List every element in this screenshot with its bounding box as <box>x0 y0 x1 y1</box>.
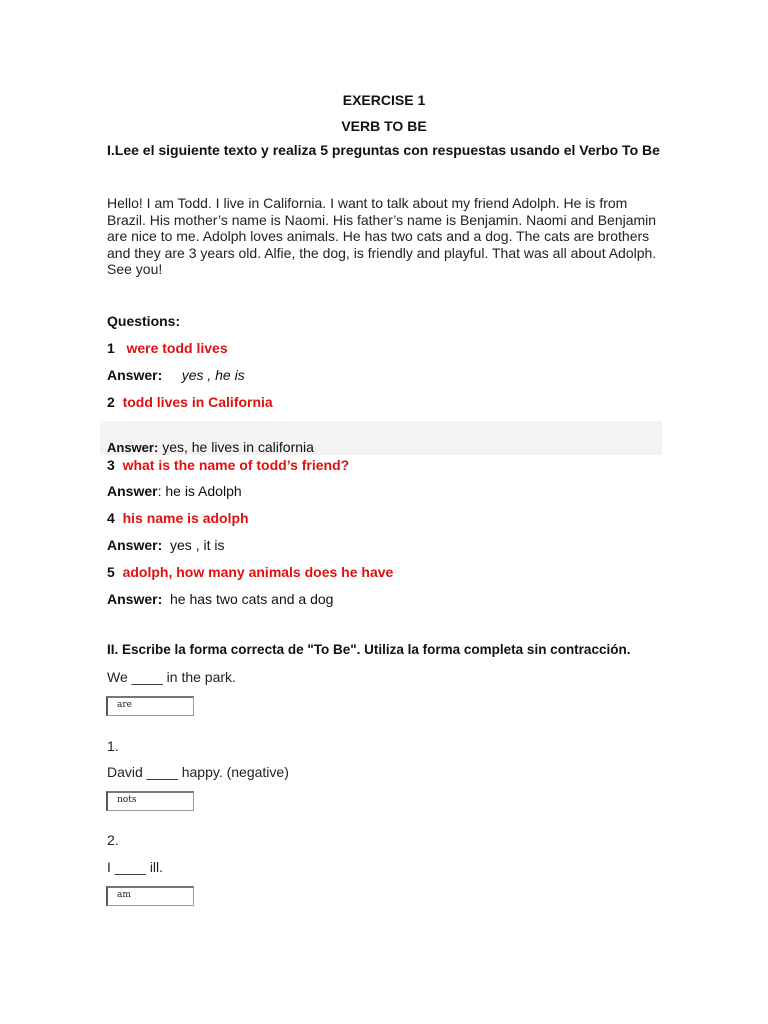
question-number: 4 <box>107 510 115 526</box>
question-text: adolph, how many animals does he have <box>122 564 394 580</box>
answer-label: Answer: <box>107 537 163 553</box>
answer-text: yes , it is <box>170 537 225 553</box>
question-number: 2 <box>107 394 115 410</box>
example-answer-input[interactable]: are <box>106 696 194 716</box>
answer-2 <box>107 439 314 455</box>
answer-text: yes, he lives in california <box>162 439 314 455</box>
item-sentence: David ____ happy. (negative) <box>107 764 289 780</box>
question-1 <box>107 340 228 356</box>
answer-3 <box>107 483 242 499</box>
exercise-subtitle: VERB TO BE <box>341 118 427 134</box>
answer-4 <box>107 537 224 553</box>
answer-label: Answer: <box>107 591 163 607</box>
section2-instruction: II. Escribe la forma correcta de "To Be". Utiliza la forma completa sin contracción. <box>107 642 631 657</box>
item-sentence: I ____ ill. <box>107 859 164 875</box>
answer-text: yes , he is <box>181 367 245 383</box>
question-4 <box>107 510 249 526</box>
questions-heading: Questions: <box>107 313 181 329</box>
question-text: todd lives in California <box>122 394 273 410</box>
question-text: what is the name of todd’s friend? <box>122 457 350 473</box>
answer-5 <box>107 591 333 607</box>
item-2-answer-input[interactable]: am <box>106 886 194 906</box>
item-number: 1. <box>107 738 119 754</box>
question-number: 3 <box>107 457 115 473</box>
answer-label: Answer: <box>107 367 163 383</box>
question-number: 1 <box>107 340 115 356</box>
item-1-answer-input[interactable]: nots <box>106 791 194 811</box>
answer-label: Answer: <box>107 440 159 455</box>
answer-label: Answer <box>107 483 158 499</box>
question-2 <box>107 394 273 410</box>
question-5 <box>107 564 393 580</box>
question-text: his name is adolph <box>122 510 249 526</box>
answer-text: : he is Adolph <box>157 483 242 499</box>
item-number: 2. <box>107 832 119 848</box>
answer-text: he has two cats and a dog <box>170 591 334 607</box>
question-text: were todd lives <box>126 340 228 356</box>
instruction-text: I.Lee el siguiente texto y realiza 5 preguntas con respuestas usando el Verbo To Be <box>107 142 660 158</box>
exercise-title: EXERCISE 1 <box>342 92 426 108</box>
example-sentence: We ____ in the park. <box>107 669 236 685</box>
answer-1 <box>107 367 245 383</box>
reading-text: Hello! I am Todd. I live in California. I want to talk about my friend Adolph. He is from Brazil. His mother’s name is Naomi. His father’s name is Benjamin. Naomi and Benjamin are nice to me. Adolph loves animals. He has two cats and a dog. The cats are brothers and they are 3 years old. Alfie, the dog, is friendly and playful. That was all about Adolph. See you! <box>107 195 657 278</box>
question-number: 5 <box>107 564 115 580</box>
question-3 <box>107 457 349 473</box>
